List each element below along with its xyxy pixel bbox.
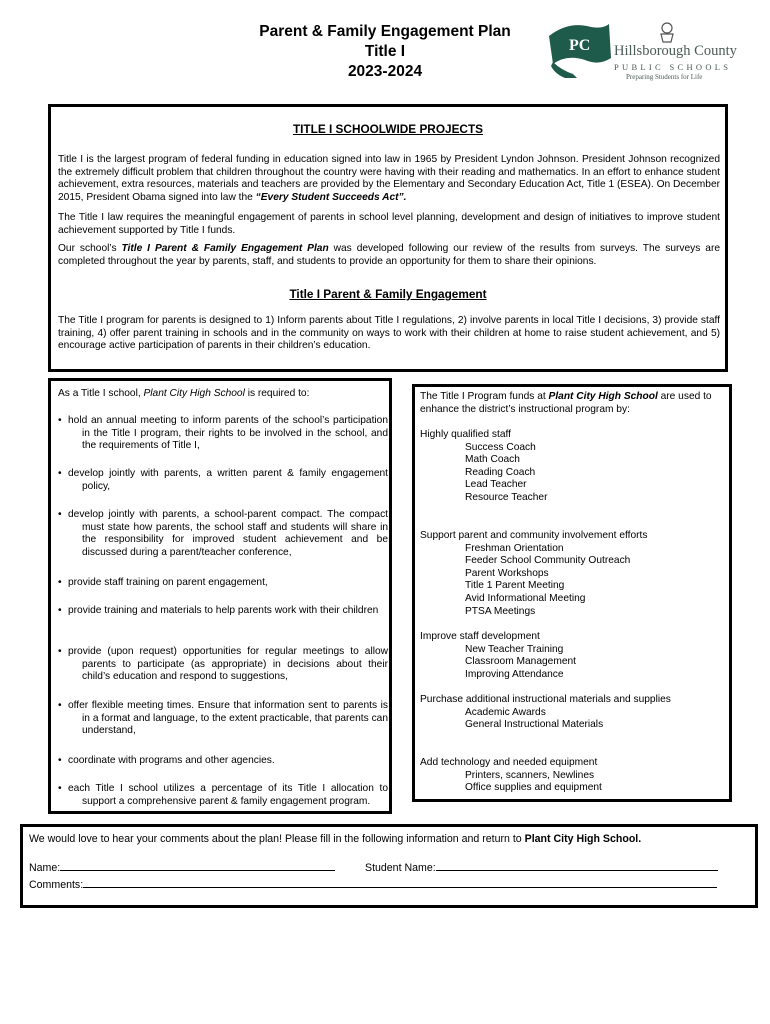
funding-item: General Instructional Materials <box>465 719 604 731</box>
funding-lead-a: The Title I Program funds at <box>420 391 549 402</box>
bullet-icon: • <box>58 700 62 711</box>
engagement-heading: Title I Parent & Family Engagement <box>289 287 487 301</box>
title-line-2: Title I <box>364 43 406 60</box>
funding-item: Freshman Orientation <box>465 542 564 554</box>
intro-heading: TITLE I SCHOOLWIDE PROJECTS <box>292 122 484 136</box>
funding-group-heading: Add technology and needed equipment <box>420 757 598 768</box>
requirement-item <box>58 646 388 684</box>
student-name-line[interactable] <box>436 860 718 871</box>
logo-sub: PUBLIC SCHOOLS <box>614 61 732 72</box>
funding-group <box>420 429 730 505</box>
logo-initials: PC <box>569 37 591 54</box>
intro-para-4: The Title I program for parents is designed to 1) Inform parents about Title I regulations, 2) involve parents in local Title I decisions, 3) provide staff training, 4) offer parent training in schools and in the community on ways to work with their children at home to raise student achievement, and 5) encourage active participation of parents in their children’s education. <box>58 315 720 352</box>
requirement-text: offer flexible meeting times. Ensure that information sent to parents is in a format and language, to the extent practicable, that parents can understand, <box>68 700 388 737</box>
comments-line[interactable] <box>83 877 717 888</box>
essa-title: “Every Student Succeeds Act”. <box>255 191 407 203</box>
funding-item: Lead Teacher <box>465 479 527 491</box>
funding-school: Plant City High School <box>548 391 658 402</box>
requirement-item <box>58 783 388 808</box>
requirement-text: each Title I school utilizes a percentage of its Title I allocation to support a comprehensive parent & family engagement program. <box>68 783 388 807</box>
requirement-item <box>58 605 388 618</box>
bullet-icon: • <box>58 509 62 520</box>
requirement-item <box>58 700 388 738</box>
requirement-text: coordinate with programs and other agencies. <box>68 755 275 766</box>
requirements-lead <box>58 388 384 401</box>
intro-para-1 <box>58 154 720 204</box>
funding-item: Feeder School Community Outreach <box>465 555 631 567</box>
requirement-item <box>58 415 388 453</box>
funding-item: Classroom Management <box>465 656 576 668</box>
intro-para-3-a: Our school’s <box>58 243 122 254</box>
logo-tagline: Preparing Students for Life <box>626 73 703 81</box>
requirements-box <box>48 378 392 814</box>
funding-item: Reading Coach <box>465 466 536 478</box>
intro-para-3-b: was developed following our review of the results from surveys. The surveys are completed throughout the year by parents, staff, and students to provide an opportunity for them to share their opinions. <box>58 243 721 267</box>
student-name-label: Student Name: <box>365 862 436 874</box>
funding-group-heading: Purchase additional instructional materials and supplies <box>420 694 671 705</box>
funding-item: Office supplies and equipment <box>465 782 602 794</box>
requirement-text: provide training and materials to help parents work with their children <box>68 605 379 616</box>
funding-item: New Teacher Training <box>465 643 564 655</box>
comments-label: Comments: <box>29 879 84 891</box>
intro-para-3 <box>58 243 720 268</box>
funding-lead <box>420 391 732 416</box>
requirements-lead-b: is required to: <box>244 388 310 399</box>
bullet-icon: • <box>58 755 62 766</box>
bullet-icon: • <box>58 605 62 616</box>
comments-field[interactable] <box>29 877 729 892</box>
funding-group <box>420 631 730 681</box>
funding-item: Parent Workshops <box>465 567 549 579</box>
funding-group <box>420 530 730 618</box>
funding-group <box>420 757 730 795</box>
funding-item: Improving Attendance <box>465 668 564 680</box>
funding-group-heading: Support parent and community involvement efforts <box>420 530 648 541</box>
requirements-lead-a: As a Title I school, <box>58 388 144 399</box>
bullet-icon: • <box>58 415 62 426</box>
requirements-school: Plant City High School <box>143 388 245 399</box>
funding-group-heading: Highly qualified staff <box>420 429 511 440</box>
requirement-text: provide (upon request) opportunities for regular meetings to allow parents to participate (as appropriate) in decisions about their child’s education and respond to suggestions, <box>68 646 388 683</box>
plan-name: Title I Parent & Family Engagement Plan <box>121 243 329 254</box>
feedback-lead-text: We would love to hear your comments about the plan! Please fill in the following information and return to <box>29 833 525 845</box>
intro-para-1-text: Title I is the largest program of federal funding in education signed into law in 1965 by President Lyndon Johnson. President Johnson recognized the extremely difficult problem that children throughout the country were having with their reading and mathematics. In an effort to enhance student achievement, extra resources, materials and teachers are provided by the Elementary and Secondary Education Act, Title 1 (ESEA). On December 2015, President Obama signed into law the <box>58 154 720 203</box>
requirement-item <box>58 509 388 559</box>
feedback-lead <box>29 833 749 846</box>
feedback-school: Plant City High School. <box>524 833 642 845</box>
requirement-text: provide staff training on parent engagement, <box>68 577 268 588</box>
funding-group-heading: Improve staff development <box>420 631 540 642</box>
funding-item: Resource Teacher <box>465 491 548 503</box>
funding-group <box>420 694 730 732</box>
title-line-1: Parent & Family Engagement Plan <box>259 23 511 40</box>
student-name-field[interactable] <box>365 860 725 875</box>
name-line[interactable] <box>60 860 335 871</box>
name-label: Name: <box>29 862 61 874</box>
funding-item: PTSA Meetings <box>465 605 536 617</box>
funding-item: Academic Awards <box>465 706 546 718</box>
feedback-box <box>20 824 758 908</box>
requirement-item <box>58 577 388 590</box>
bullet-icon: • <box>58 646 62 657</box>
bullet-icon: • <box>58 468 62 479</box>
intro-para-2: The Title I law requires the meaningful engagement of parents in school level planning, development and design of initiatives to improve student achievement supported by Title I funds. <box>58 212 720 236</box>
intro-box <box>48 104 728 372</box>
page-title <box>200 22 570 82</box>
requirement-item <box>58 755 388 768</box>
requirement-item <box>58 468 388 493</box>
name-field[interactable] <box>29 860 349 875</box>
funding-item: Avid Informational Meeting <box>465 592 586 604</box>
requirement-text: hold an annual meeting to inform parents of the school’s participation in the Title I program, their rights to be involved in the school, and the requirements of Title I, <box>68 415 388 452</box>
funding-lead-b: are used to enhance the district’s instructional program by: <box>420 391 712 415</box>
funding-item: Printers, scanners, Newlines <box>465 769 595 781</box>
title-line-3: 2023-2024 <box>347 63 423 80</box>
funding-item: Success Coach <box>465 441 536 453</box>
funding-item: Title 1 Parent Meeting <box>465 580 565 592</box>
bullet-icon: • <box>58 577 62 588</box>
funding-box <box>412 384 732 802</box>
logo-name: Hillsborough County <box>614 43 737 59</box>
bullet-icon: • <box>58 783 62 794</box>
funding-item: Math Coach <box>465 454 520 466</box>
requirement-text: develop jointly with parents, a written parent & family engagement policy, <box>68 468 388 492</box>
requirement-text: develop jointly with parents, a school-parent compact. The compact must state how parents, the school staff and students will share in the responsibility for improved student achievement and be discussed during a parent/teacher conference, <box>68 509 388 558</box>
logo-text <box>614 44 737 81</box>
